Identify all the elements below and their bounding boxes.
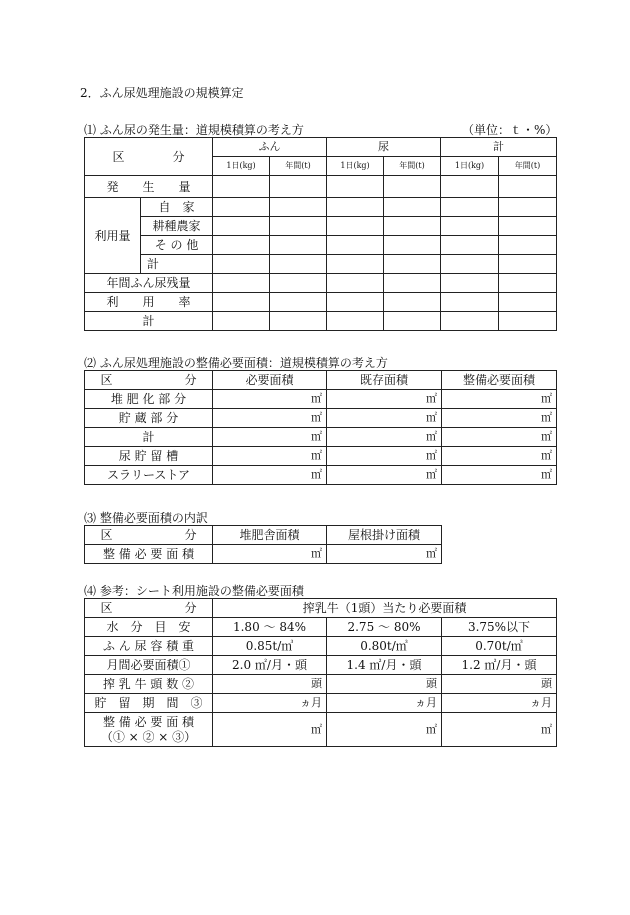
section2-title: ⑵ ふん尿処理施設の整備必要面積：道規模積算の考え方 [84, 356, 388, 370]
s3-header-yane: 屋根掛け面積 [327, 526, 442, 545]
section3-title: ⑶ 整備必要面積の内訳 [84, 511, 208, 525]
row-jika: 自 家 [141, 198, 213, 217]
document-title: 2．ふん尿処理施設の規模算定 [80, 86, 244, 100]
unit-m2: ㎡ [213, 409, 327, 428]
s4-cell: ヵ月 [442, 694, 557, 713]
section4-title: ⑷ 参考：シート利用施設の整備必要面積 [84, 584, 304, 598]
header-kubun: 区 分 [85, 138, 213, 176]
s3-row-seibi: 整 備 必 要 面 積 [85, 545, 213, 564]
header-fun: ふん [213, 138, 327, 157]
unit-m2: ㎡ [327, 466, 442, 485]
unit-m2: ㎡ [327, 713, 442, 747]
s4-cell: 1.4 ㎡/月・頭 [327, 656, 442, 675]
row-riyoritsu: 利 用 率 [85, 293, 213, 312]
s4-header-kubun: 区 分 [85, 599, 213, 618]
row-kosaku: 耕種農家 [141, 217, 213, 236]
s2-header-kizon: 既存面積 [327, 371, 442, 390]
s4-cell: 0.80t/㎥ [327, 637, 442, 656]
row-hassei: 発 生 量 [85, 176, 213, 198]
section1-unit: （単位：ｔ・%） [462, 123, 558, 137]
s4-row-label: ふ ん 尿 容 積 重 [85, 637, 213, 656]
s3-header-taihisha: 堆肥舎面積 [213, 526, 327, 545]
sub-year: 年間(t) [499, 157, 557, 176]
s4-cell: ヵ月 [327, 694, 442, 713]
unit-m2: ㎡ [442, 409, 557, 428]
s4-cell: 1.80 〜 84% [213, 618, 327, 637]
s4-last-label-line1: 整 備 必 要 面 積 [102, 714, 195, 729]
unit-m2: ㎡ [327, 447, 442, 466]
s2-row-kei: 計 [85, 428, 213, 447]
s4-cell: 0.70t/㎥ [442, 637, 557, 656]
s4-row-label: 水 分 目 安 [85, 618, 213, 637]
unit-m2: ㎡ [327, 409, 442, 428]
sub-day: 1日(kg) [213, 157, 270, 176]
sub-day: 1日(kg) [327, 157, 384, 176]
section1-table [84, 137, 557, 331]
unit-m2: ㎡ [442, 466, 557, 485]
unit-m2: ㎡ [213, 545, 327, 564]
unit-m2: ㎡ [442, 390, 557, 409]
s4-row-label: 貯 留 期 間 ③ [85, 694, 213, 713]
unit-m2: ㎡ [213, 713, 327, 747]
s4-header-main: 搾乳牛（1頭）当たり必要面積 [213, 599, 557, 618]
s3-header-kubun: 区 分 [85, 526, 213, 545]
s2-row-nyochoryu: 尿 貯 留 槽 [85, 447, 213, 466]
row-total: 計 [85, 312, 213, 331]
s4-cell: 0.85t/㎥ [213, 637, 327, 656]
s4-row-last-label [85, 713, 213, 747]
s2-row-slurry: スラリーストア [85, 466, 213, 485]
section1-title: ⑴ ふん尿の発生量：道規模積算の考え方 [84, 123, 304, 137]
s2-row-chozo: 貯 蔵 部 分 [85, 409, 213, 428]
row-sonota: そ の 他 [141, 236, 213, 255]
unit-m2: ㎡ [442, 428, 557, 447]
header-kei: 計 [441, 138, 557, 157]
s2-header-kubun: 区 分 [85, 371, 213, 390]
s4-cell: ヵ月 [213, 694, 327, 713]
row-zanryo: 年間ふん尿残量 [85, 274, 213, 293]
unit-m2: ㎡ [213, 390, 327, 409]
s4-last-label-line2: （① × ② × ③） [100, 729, 197, 744]
section2-table [84, 370, 557, 485]
s4-cell: 頭 [442, 675, 557, 694]
section4-table [84, 598, 557, 747]
s4-row-label: 月間必要面積① [85, 656, 213, 675]
unit-m2: ㎡ [327, 390, 442, 409]
unit-m2: ㎡ [442, 447, 557, 466]
unit-m2: ㎡ [213, 466, 327, 485]
sub-day: 1日(kg) [441, 157, 499, 176]
s4-row-label: 搾 乳 牛 頭 数 ② [85, 675, 213, 694]
unit-m2: ㎡ [213, 428, 327, 447]
unit-m2: ㎡ [327, 545, 442, 564]
section3-table [84, 525, 442, 564]
s2-header-hitsuyo: 必要面積 [213, 371, 327, 390]
header-nyo: 尿 [327, 138, 441, 157]
s4-cell: 2.75 〜 80% [327, 618, 442, 637]
sub-year: 年間(t) [270, 157, 327, 176]
sub-year: 年間(t) [384, 157, 441, 176]
s4-cell: 頭 [327, 675, 442, 694]
s4-cell: 1.2 ㎡/月・頭 [442, 656, 557, 675]
s2-row-taihi: 堆 肥 化 部 分 [85, 390, 213, 409]
s2-header-seibi: 整備必要面積 [442, 371, 557, 390]
unit-m2: ㎡ [327, 428, 442, 447]
row-kei: 計 [141, 255, 213, 274]
s4-cell: 3.75%以下 [442, 618, 557, 637]
row-riyo: 利用量 [85, 198, 141, 274]
s4-cell: 頭 [213, 675, 327, 694]
unit-m2: ㎡ [213, 447, 327, 466]
unit-m2: ㎡ [442, 713, 557, 747]
s4-cell: 2.0 ㎡/月・頭 [213, 656, 327, 675]
